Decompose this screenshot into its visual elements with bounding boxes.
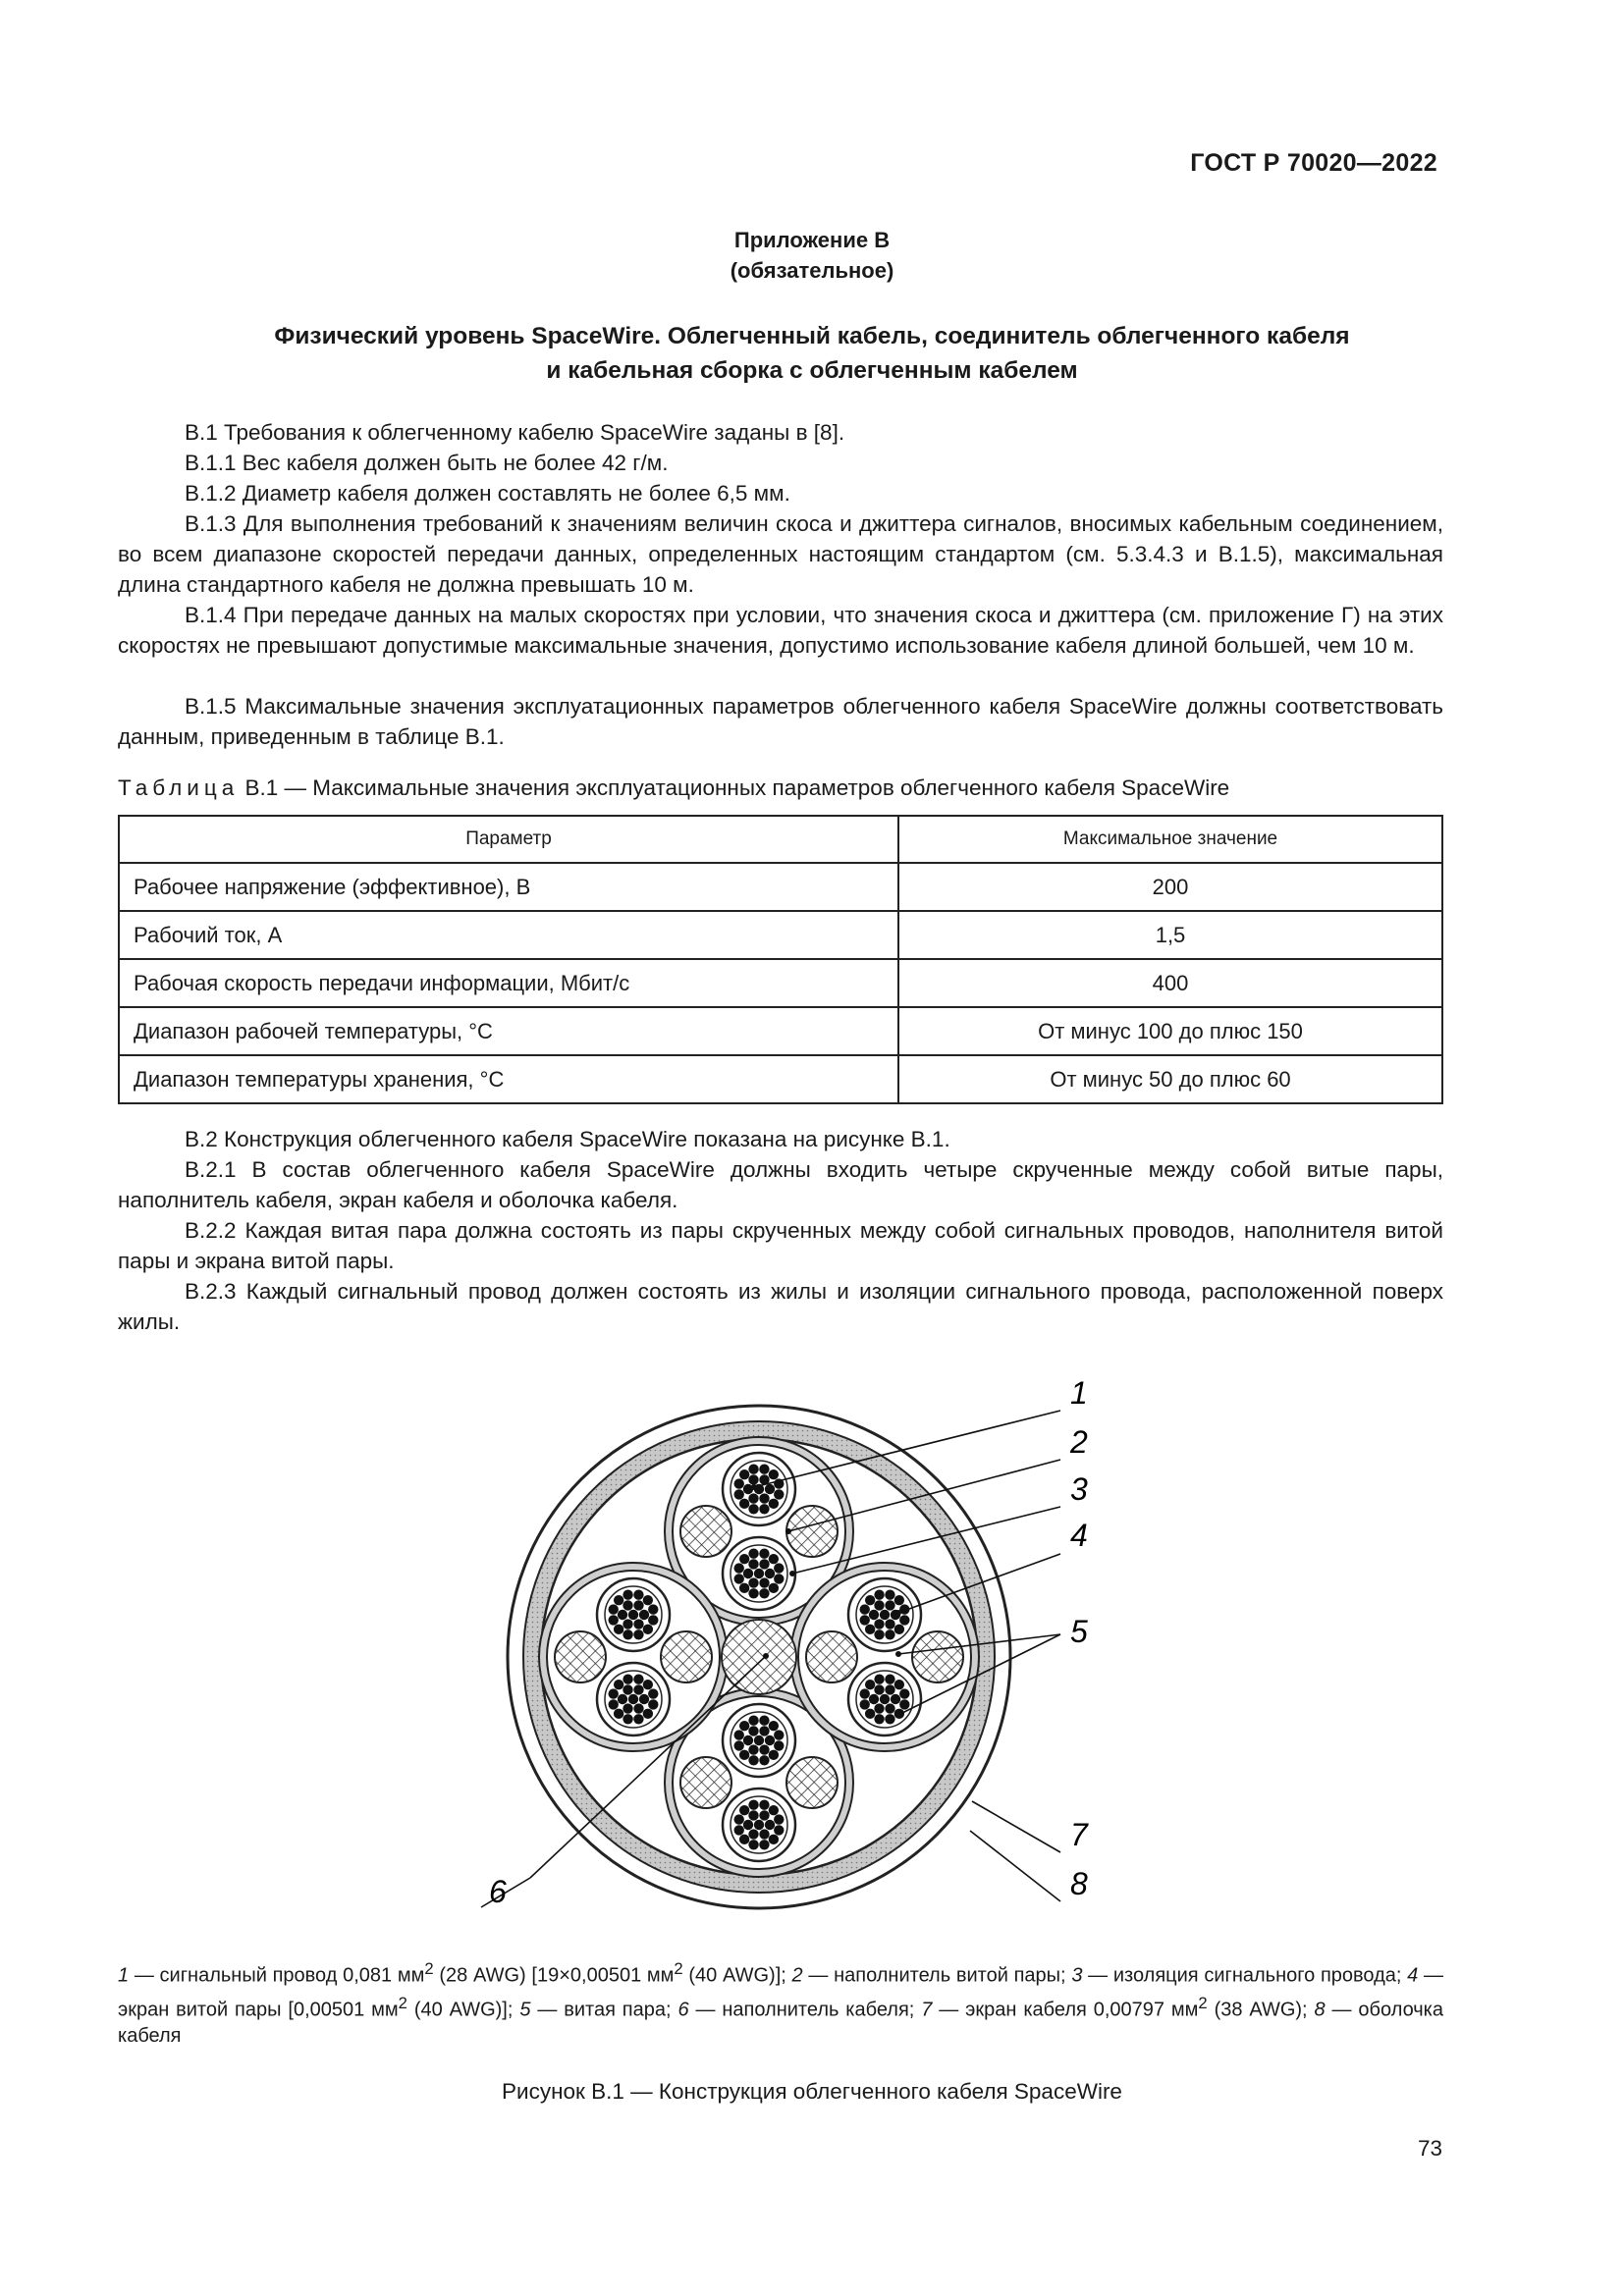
twisted-pair-left-filler-a xyxy=(555,1631,606,1682)
twisted-pair-top-wire-a-strand xyxy=(769,1499,779,1509)
twisted-pair-right-wire-b-strand xyxy=(865,1680,875,1689)
table-cell-parameter: Рабочее напряжение (эффективное), В xyxy=(119,863,898,911)
twisted-pair-top-wire-b-strand xyxy=(754,1569,764,1578)
twisted-pair-top-wire-b-strand xyxy=(769,1554,779,1564)
twisted-pair-bottom-wire-a-strand xyxy=(748,1755,758,1765)
twisted-pair-left-wire-a-strand xyxy=(623,1619,632,1629)
paragraph-b12: В.1.2 Диаметр кабеля должен составлять не более 6,5 мм. xyxy=(185,481,790,506)
twisted-pair-top-filler-a xyxy=(680,1506,731,1557)
callout-label-8: 8 xyxy=(1070,1866,1088,1901)
twisted-pair-right-wire-b-strand xyxy=(869,1694,879,1704)
twisted-pair-left-wire-a-strand xyxy=(628,1610,638,1620)
twisted-pair-top-wire-a-strand xyxy=(748,1474,758,1484)
twisted-pair-bottom-wire-b-strand xyxy=(748,1800,758,1810)
callout-label-2: 2 xyxy=(1070,1424,1088,1460)
twisted-pair-left-wire-b-strand xyxy=(623,1703,632,1713)
twisted-pair-left-wire-a-strand xyxy=(633,1619,643,1629)
twisted-pair-top-wire-b-strand xyxy=(774,1574,784,1583)
twisted-pair-bottom-wire-b-strand xyxy=(739,1835,749,1844)
twisted-pair-right-wire-b-strand xyxy=(880,1694,890,1704)
table-caption-word: Таблица xyxy=(118,775,240,800)
twisted-pair-right-wire-a-strand xyxy=(885,1629,894,1639)
twisted-pair-left-wire-b-strand xyxy=(623,1675,632,1684)
twisted-pair-top-wire-b-strand xyxy=(734,1574,744,1583)
twisted-pair-bottom-wire-a-strand xyxy=(759,1726,769,1735)
paragraph-b15: В.1.5 Максимальные значения эксплуатационных параметров облегченного кабеля SpaceWire должны соответствовать данным, приведенным в таблице В.1. xyxy=(118,694,1443,749)
twisted-pair-right-wire-a-strand xyxy=(894,1595,904,1605)
paragraph-b13: В.1.3 Для выполнения требований к значениям величин скоса и джиттера сигналов, вносимых кабельным соединением, во всем диапазоне скоростей передачи данных, определенных настоящим стандартом (см. 5.3.4.3 и В.1.5), максимальная длина стандартного кабеля не должна превышать 10 м. xyxy=(118,511,1443,597)
twisted-pair-left-wire-a-strand xyxy=(633,1590,643,1600)
twisted-pair-left-wire-b-strand xyxy=(614,1709,623,1719)
twisted-pair-left-wire-b-strand xyxy=(643,1709,653,1719)
twisted-pair-top-wire-b-strand xyxy=(748,1588,758,1598)
twisted-pair-left-wire-b-strand xyxy=(609,1699,619,1709)
twisted-pair-left-filler-b xyxy=(661,1631,712,1682)
twisted-pair-top-wire-b-strand xyxy=(748,1577,758,1587)
twisted-pair-bottom-wire-b-strand xyxy=(759,1800,769,1810)
twisted-pair-bottom-wire-a-strand xyxy=(759,1716,769,1726)
twisted-pair-right-wire-b-strand xyxy=(860,1688,870,1698)
twisted-pair-top-wire-b-strand xyxy=(774,1563,784,1573)
twisted-pair-bottom-wire-b-strand xyxy=(759,1840,769,1849)
cable-cross-section-diagram xyxy=(452,1369,1139,1919)
figure-legend: 1 — сигнальный провод 0,081 $мм^2$ (28 AWG) [19×0,00501 $мм^2$ (40 AWG)]; 2 — наполнитель витой пары; 3 — изоляция сигнального провода; 4 — экран витой пары [0,00501 $мм^2$ (40 AWG)]; 5 — витая пара; 6 — наполнитель кабеля; 7 — экран кабеля 0,00797 $мм^2$ (38 AWG); 8 — оболочка кабеля xyxy=(118,1959,1444,2048)
twisted-pair-bottom-wire-b-strand xyxy=(759,1829,769,1839)
section-heading xyxy=(137,319,1487,388)
twisted-pair-right-wire-a-strand xyxy=(865,1595,875,1605)
twisted-pair-left-wire-b-strand xyxy=(639,1694,649,1704)
twisted-pair-right-filler-a xyxy=(806,1631,857,1682)
twisted-pair-top-wire-a-strand xyxy=(734,1489,744,1499)
twisted-pair-left-wire-a-strand xyxy=(639,1610,649,1620)
leader-arrowhead xyxy=(895,1610,901,1616)
table-caption xyxy=(118,775,1443,801)
twisted-pair-top-wire-b-strand xyxy=(765,1569,775,1578)
table-cell-parameter: Диапазон температуры хранения, °С xyxy=(119,1055,898,1103)
twisted-pair-right-wire-a-strand xyxy=(874,1600,884,1610)
twisted-pair-bottom-wire-b-strand xyxy=(734,1814,744,1824)
twisted-pair-left-wire-b-strand xyxy=(628,1694,638,1704)
twisted-pair-left-wire-b-strand xyxy=(643,1680,653,1689)
twisted-pair-right-wire-b-strand xyxy=(874,1703,884,1713)
twisted-pair-left-wire-b-strand xyxy=(633,1714,643,1724)
twisted-pair-top-wire-b-strand xyxy=(748,1559,758,1569)
twisted-pair-bottom-wire-b-strand xyxy=(748,1840,758,1849)
table-header-row xyxy=(119,816,1442,863)
twisted-pair-left-wire-a-strand xyxy=(618,1610,627,1620)
twisted-pair-right-wire-b-strand xyxy=(899,1688,909,1698)
twisted-pair-bottom-wire-a-strand xyxy=(748,1744,758,1754)
paragraph-b14: В.1.4 При передаче данных на малых скоростях при условии, что значения скоса и джиттера (см. приложение Г) на этих скоростях не превышают допустимые максимальные значения, допустимо использование кабеля длиной большей, чем 10 м. xyxy=(118,603,1443,658)
twisted-pair-left-wire-a-strand xyxy=(609,1604,619,1614)
leader-arrowhead xyxy=(751,1484,757,1490)
twisted-pair-bottom-wire-a-strand xyxy=(739,1750,749,1760)
twisted-pair-bottom-wire-a-strand xyxy=(734,1740,744,1750)
twisted-pair-left-wire-b-strand xyxy=(609,1688,619,1698)
leader-arrowhead xyxy=(789,1571,795,1576)
twisted-pair-bottom-wire-a-strand xyxy=(774,1730,784,1739)
twisted-pair-top-wire-a-strand xyxy=(774,1489,784,1499)
twisted-pair-bottom-wire-a-strand xyxy=(748,1726,758,1735)
annex-title: Приложение В xyxy=(733,228,891,252)
twisted-pair-bottom-wire-a-strand xyxy=(743,1735,753,1745)
table-cell-value: 1,5 xyxy=(898,911,1442,959)
twisted-pair-left-wire-b-strand xyxy=(633,1703,643,1713)
table-row xyxy=(119,1007,1442,1055)
callout-label-3: 3 xyxy=(1070,1471,1088,1507)
standard-designation: ГОСТ Р 70020—2022 xyxy=(1190,149,1437,177)
twisted-pair-top-wire-a-strand xyxy=(759,1504,769,1514)
twisted-pair-top-wire-b-strand xyxy=(759,1588,769,1598)
twisted-pair-right-wire-a-strand xyxy=(899,1615,909,1625)
annex-status: (обязательное) xyxy=(730,258,894,283)
table-row xyxy=(119,959,1442,1007)
twisted-pair-left-wire-a-strand xyxy=(648,1604,658,1614)
twisted-pair-top-wire-a-strand xyxy=(734,1478,744,1488)
twisted-pair-right-wire-b-strand xyxy=(885,1675,894,1684)
twisted-pair-bottom-wire-a-strand xyxy=(774,1740,784,1750)
twisted-pair-bottom-wire-a-strand xyxy=(754,1735,764,1745)
twisted-pair-right-wire-a-strand xyxy=(874,1619,884,1629)
twisted-pair-top-wire-b-strand xyxy=(739,1554,749,1564)
table-cell-parameter: Рабочая скорость передачи информации, Мбит/с xyxy=(119,959,898,1007)
twisted-pair-right-wire-b-strand xyxy=(860,1699,870,1709)
twisted-pair-right-wire-b-strand xyxy=(874,1675,884,1684)
twisted-pair-left-wire-a-strand xyxy=(643,1595,653,1605)
twisted-pair-bottom-wire-b-strand xyxy=(774,1825,784,1835)
twisted-pair-right-wire-a-strand xyxy=(880,1610,890,1620)
twisted-pair-bottom-wire-b-strand xyxy=(759,1810,769,1820)
paragraph-b11: В.1.1 Вес кабеля должен быть не более 42 г/м. xyxy=(185,451,669,475)
paragraph-b21: В.2.1 В состав облегченного кабеля SpaceWire должны входить четыре скрученные между собой витые пары, наполнитель кабеля, экран кабеля и оболочка кабеля. xyxy=(118,1157,1443,1212)
twisted-pair-right-wire-b-strand xyxy=(899,1699,909,1709)
twisted-pair-bottom-wire-a-strand xyxy=(734,1730,744,1739)
twisted-pair-bottom-wire-b-strand xyxy=(774,1814,784,1824)
twisted-pair-top-wire-a-strand xyxy=(739,1469,749,1479)
twisted-pair-left-wire-b-strand xyxy=(618,1694,627,1704)
cable-filler xyxy=(722,1620,796,1694)
twisted-pair-right-wire-a-strand xyxy=(874,1590,884,1600)
twisted-pair-right-filler-b xyxy=(912,1631,963,1682)
callout-label-6: 6 xyxy=(489,1874,507,1909)
leader-arrowhead xyxy=(763,1653,769,1659)
twisted-pair-top-wire-a-strand xyxy=(748,1465,758,1474)
twisted-pair-right-wire-b-strand xyxy=(885,1703,894,1713)
twisted-pair-top-wire-b-strand xyxy=(759,1577,769,1587)
twisted-pair-bottom-wire-b-strand xyxy=(748,1829,758,1839)
twisted-pair-left-wire-a-strand xyxy=(623,1629,632,1639)
twisted-pair-left-wire-b-strand xyxy=(623,1684,632,1694)
twisted-pair-bottom-wire-b-strand xyxy=(739,1805,749,1815)
table-row xyxy=(119,1055,1442,1103)
parameters-table xyxy=(118,815,1443,1104)
twisted-pair-top-wire-b-strand xyxy=(739,1583,749,1593)
table-cell-parameter: Рабочий ток, А xyxy=(119,911,898,959)
table-header-cell: Параметр xyxy=(119,816,898,863)
twisted-pair-left-wire-b-strand xyxy=(633,1684,643,1694)
callout-label-4: 4 xyxy=(1070,1518,1088,1553)
twisted-pair-right-wire-a-strand xyxy=(865,1625,875,1634)
twisted-pair-left-wire-a-strand xyxy=(609,1615,619,1625)
callout-label-1: 1 xyxy=(1070,1375,1088,1411)
twisted-pair-top-wire-a-strand xyxy=(739,1499,749,1509)
twisted-pair-left-wire-a-strand xyxy=(633,1629,643,1639)
twisted-pair-left-wire-b-strand xyxy=(648,1699,658,1709)
twisted-pair-top-wire-b-strand xyxy=(743,1569,753,1578)
twisted-pair-right-wire-a-strand xyxy=(869,1610,879,1620)
twisted-pair-left-wire-a-strand xyxy=(614,1625,623,1634)
twisted-pair-left-wire-b-strand xyxy=(614,1680,623,1689)
twisted-pair-bottom-wire-b-strand xyxy=(769,1805,779,1815)
twisted-pair-bottom-wire-b-strand xyxy=(754,1820,764,1830)
leader-arrowhead xyxy=(895,1651,901,1657)
twisted-pair-right-wire-b-strand xyxy=(865,1709,875,1719)
twisted-pair-top-wire-b-strand xyxy=(769,1583,779,1593)
twisted-pair-bottom-wire-b-strand xyxy=(743,1820,753,1830)
table-row xyxy=(119,863,1442,911)
twisted-pair-bottom-wire-b-strand xyxy=(748,1810,758,1820)
twisted-pair-top-wire-a-strand xyxy=(748,1493,758,1503)
twisted-pair-bottom-filler-a xyxy=(680,1757,731,1808)
twisted-pair-bottom-filler-b xyxy=(786,1757,838,1808)
twisted-pair-top-wire-b-strand xyxy=(734,1563,744,1573)
twisted-pair-left-wire-a-strand xyxy=(643,1625,653,1634)
twisted-pair-top-wire-a-strand xyxy=(759,1465,769,1474)
heading-line-2: и кабельная сборка с облегченным кабелем xyxy=(546,357,1078,384)
twisted-pair-left-wire-b-strand xyxy=(633,1675,643,1684)
figure-caption: Рисунок В.1 — Конструкция облегченного кабеля SpaceWire xyxy=(502,2079,1122,2104)
paragraph-b22: В.2.2 Каждая витая пара должна состоять из пары скрученных между собой сигнальных проводов, наполнителя витой пары и экрана витой пары. xyxy=(118,1218,1443,1273)
callout-label-7: 7 xyxy=(1070,1817,1088,1852)
twisted-pair-bottom-wire-a-strand xyxy=(769,1721,779,1731)
twisted-pair-top-wire-a-strand xyxy=(748,1504,758,1514)
twisted-pair-right-wire-b-strand xyxy=(894,1680,904,1689)
twisted-pair-left-wire-a-strand xyxy=(623,1590,632,1600)
twisted-pair-left-wire-b-strand xyxy=(648,1688,658,1698)
callout-label-5: 5 xyxy=(1070,1614,1088,1649)
twisted-pair-left-wire-b-strand xyxy=(623,1714,632,1724)
twisted-pair-top-wire-b-strand xyxy=(748,1549,758,1559)
cable-body xyxy=(508,1406,1010,1908)
table-cell-value: 200 xyxy=(898,863,1442,911)
twisted-pair-right-wire-b-strand xyxy=(885,1714,894,1724)
twisted-pair-right-wire-b-strand xyxy=(874,1714,884,1724)
twisted-pair-bottom-wire-b-strand xyxy=(734,1825,744,1835)
leader-arrowhead xyxy=(895,1712,901,1718)
twisted-pair-right-wire-a-strand xyxy=(860,1604,870,1614)
table-cell-value: 400 xyxy=(898,959,1442,1007)
table-cell-parameter: Диапазон рабочей температуры, °С xyxy=(119,1007,898,1055)
twisted-pair-right-wire-b-strand xyxy=(874,1684,884,1694)
twisted-pair-left-wire-a-strand xyxy=(614,1595,623,1605)
table-cell-value: От минус 50 до плюс 60 xyxy=(898,1055,1442,1103)
twisted-pair-bottom-wire-a-strand xyxy=(759,1744,769,1754)
twisted-pair-top-wire-b-strand xyxy=(759,1549,769,1559)
twisted-pair-bottom-wire-a-strand xyxy=(765,1735,775,1745)
page-number: 73 xyxy=(1417,2136,1442,2161)
leader-arrowhead xyxy=(785,1528,791,1534)
twisted-pair-left-wire-a-strand xyxy=(623,1600,632,1610)
table-row xyxy=(119,911,1442,959)
twisted-pair-right-wire-a-strand xyxy=(885,1619,894,1629)
twisted-pair-bottom-wire-a-strand xyxy=(748,1716,758,1726)
heading-line-1: Физический уровень SpaceWire. Облегченный кабель, соединитель облегченного кабеля xyxy=(274,323,1350,349)
twisted-pair-bottom-wire-b-strand xyxy=(769,1835,779,1844)
twisted-pair-bottom-wire-a-strand xyxy=(769,1750,779,1760)
twisted-pair-top-wire-b-strand xyxy=(759,1559,769,1569)
twisted-pair-right-wire-a-strand xyxy=(885,1600,894,1610)
twisted-pair-right-wire-a-strand xyxy=(885,1590,894,1600)
twisted-pair-bottom-wire-a-strand xyxy=(759,1755,769,1765)
twisted-pair-right-wire-a-strand xyxy=(894,1625,904,1634)
twisted-pair-right-wire-b-strand xyxy=(891,1694,900,1704)
table-cell-value: От минус 100 до плюс 150 xyxy=(898,1007,1442,1055)
paragraph-b23: В.2.3 Каждый сигнальный провод должен состоять из жилы и изоляции сигнального провода, расположенной поверх жилы. xyxy=(118,1279,1443,1334)
paragraph-b1: В.1 Требования к облегченному кабелю SpaceWire заданы в [8]. xyxy=(185,420,845,445)
twisted-pair-top-wire-a-strand xyxy=(759,1493,769,1503)
leader-line xyxy=(972,1801,1060,1852)
leader-line xyxy=(970,1831,1060,1901)
twisted-pair-bottom-wire-a-strand xyxy=(739,1721,749,1731)
table-header-cell: Максимальное значение xyxy=(898,816,1442,863)
paragraph-b2: В.2 Конструкция облегченного кабеля SpaceWire показана на рисунке В.1. xyxy=(185,1127,950,1151)
twisted-pair-left-wire-a-strand xyxy=(648,1615,658,1625)
twisted-pair-top-wire-a-strand xyxy=(765,1484,775,1494)
twisted-pair-right-wire-b-strand xyxy=(885,1684,894,1694)
twisted-pair-right-wire-a-strand xyxy=(874,1629,884,1639)
twisted-pair-bottom-wire-b-strand xyxy=(765,1820,775,1830)
table-caption-text: В.1 — Максимальные значения эксплуатационных параметров облегченного кабеля SpaceWire xyxy=(244,775,1230,800)
twisted-pair-top-wire-a-strand xyxy=(769,1469,779,1479)
twisted-pair-left-wire-a-strand xyxy=(633,1600,643,1610)
twisted-pair-right-wire-a-strand xyxy=(860,1615,870,1625)
twisted-pair-top-filler-b xyxy=(786,1506,838,1557)
